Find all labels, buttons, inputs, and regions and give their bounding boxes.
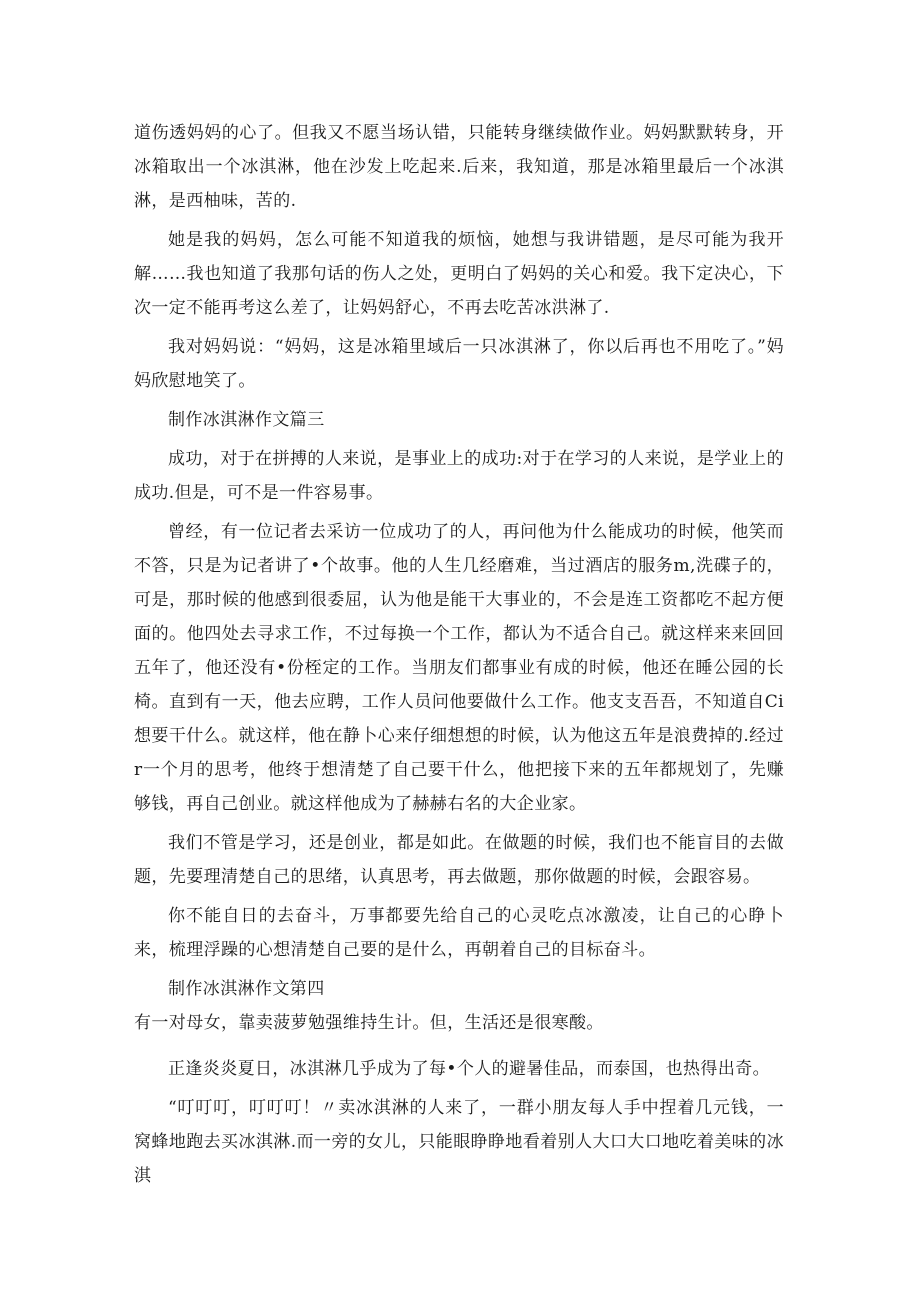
paragraph-5: 曾经，有一位记者去采访一位成功了的人，再问他为什么能成功的时候，他笑而不答，只是为记者讲了•个故事。他的人生几经磨难，当过酒店的服务m,洗碟子的，可是，那时候的他感到很委屈，认为他是能干大事业的，不会是连工资都吃不起方便面的。他四处去寻求工作，不过每换一个工作，都认为不适合自己。就这样来来回回五年了，他还没有•份桎定的工作。当朋友们都事业有成的时候，他还在睡公园的长椅。直到有一天，他去应聘，工作人员问他要做什么工作。他支支吾吾，不知道自Ci想要干什么。就这样，他在静卜心来仔细想想的时候，认为他这五年是浪费掉的.经过r一个月的思考，他终于想清楚了自己要干什么，他把接下来的五年都规划了，先赚够钱，再自己创业。就这样他成为了赫赫右名的大企业家。 bbox=[134, 522, 784, 814]
paragraph-3: 我对妈妈说：“妈妈，这是冰箱里域后一只冰淇淋了，你以后再也不用吃了。”妈妈欣慰地笑了。 bbox=[134, 337, 784, 391]
paragraph-4: 成功，对于在拼搏的人来说，是事业上的成功:对于在学习的人来说，是学业上的成功.但是，可不是一件容易事。 bbox=[134, 449, 784, 503]
paragraph-6: 我们不管是学习，还是创业，都是如此。在做题的时候，我们也不能盲目的去做题，先要理清楚自己的思绪，认真思考，再去做题，那你做题的时候，会跟容易。 bbox=[134, 833, 784, 887]
paragraph-1: 道伤透妈妈的心了。但我又不愿当场认错，只能转身继续做作业。妈妈默默转身，开冰箱取出一个冰淇淋，他在沙发上吃起来.后来，我知道，那是冰箱里最后一个冰淇淋，是西柚味，苦的. bbox=[134, 123, 784, 211]
paragraph-9: 正逢炎炎夏日，冰淇淋几乎成为了每•个人的避暑佳品，而泰国，也热得出奇。 bbox=[168, 1059, 771, 1079]
paragraph-2: 她是我的妈妈，怎么可能不知道我的烦恼，她想与我讲错题，是尽可能为我开解……我也知道了我那句话的伤人之处，更明白了妈妈的关心和爱。我下定决心，下次一定不能再考这么差了，让妈妈舒心，不再去吃苦冰洪淋了. bbox=[134, 230, 784, 318]
paragraph-10: “叮叮叮，叮叮叮！〃卖冰淇淋的人来了，一群小朋友每人手中捏着几元钱，一窝蜂地跑去买冰淇淋.而一旁的女儿，只能眼睁睁地看着别人大口大口地吃着美味的冰淇 bbox=[134, 1098, 784, 1186]
section-heading-3: 制作冰淇淋作文篇三 bbox=[168, 410, 325, 430]
paragraph-7: 你不能自日的去奋斗，万事都要先给自己的心灵吃点冰激凌，让自己的心睁卜来，梳理浮躁的心想清楚自己要的是什么，再朝着自己的目标奋斗。 bbox=[134, 906, 784, 960]
document-body bbox=[134, 116, 784, 1198]
section-heading-4: 制作冰淇淋作文第四 bbox=[168, 979, 325, 999]
paragraph-8: 有一对母女，靠卖菠萝勉强维持生计。但，生活还是很寒酸。 bbox=[134, 1013, 604, 1033]
